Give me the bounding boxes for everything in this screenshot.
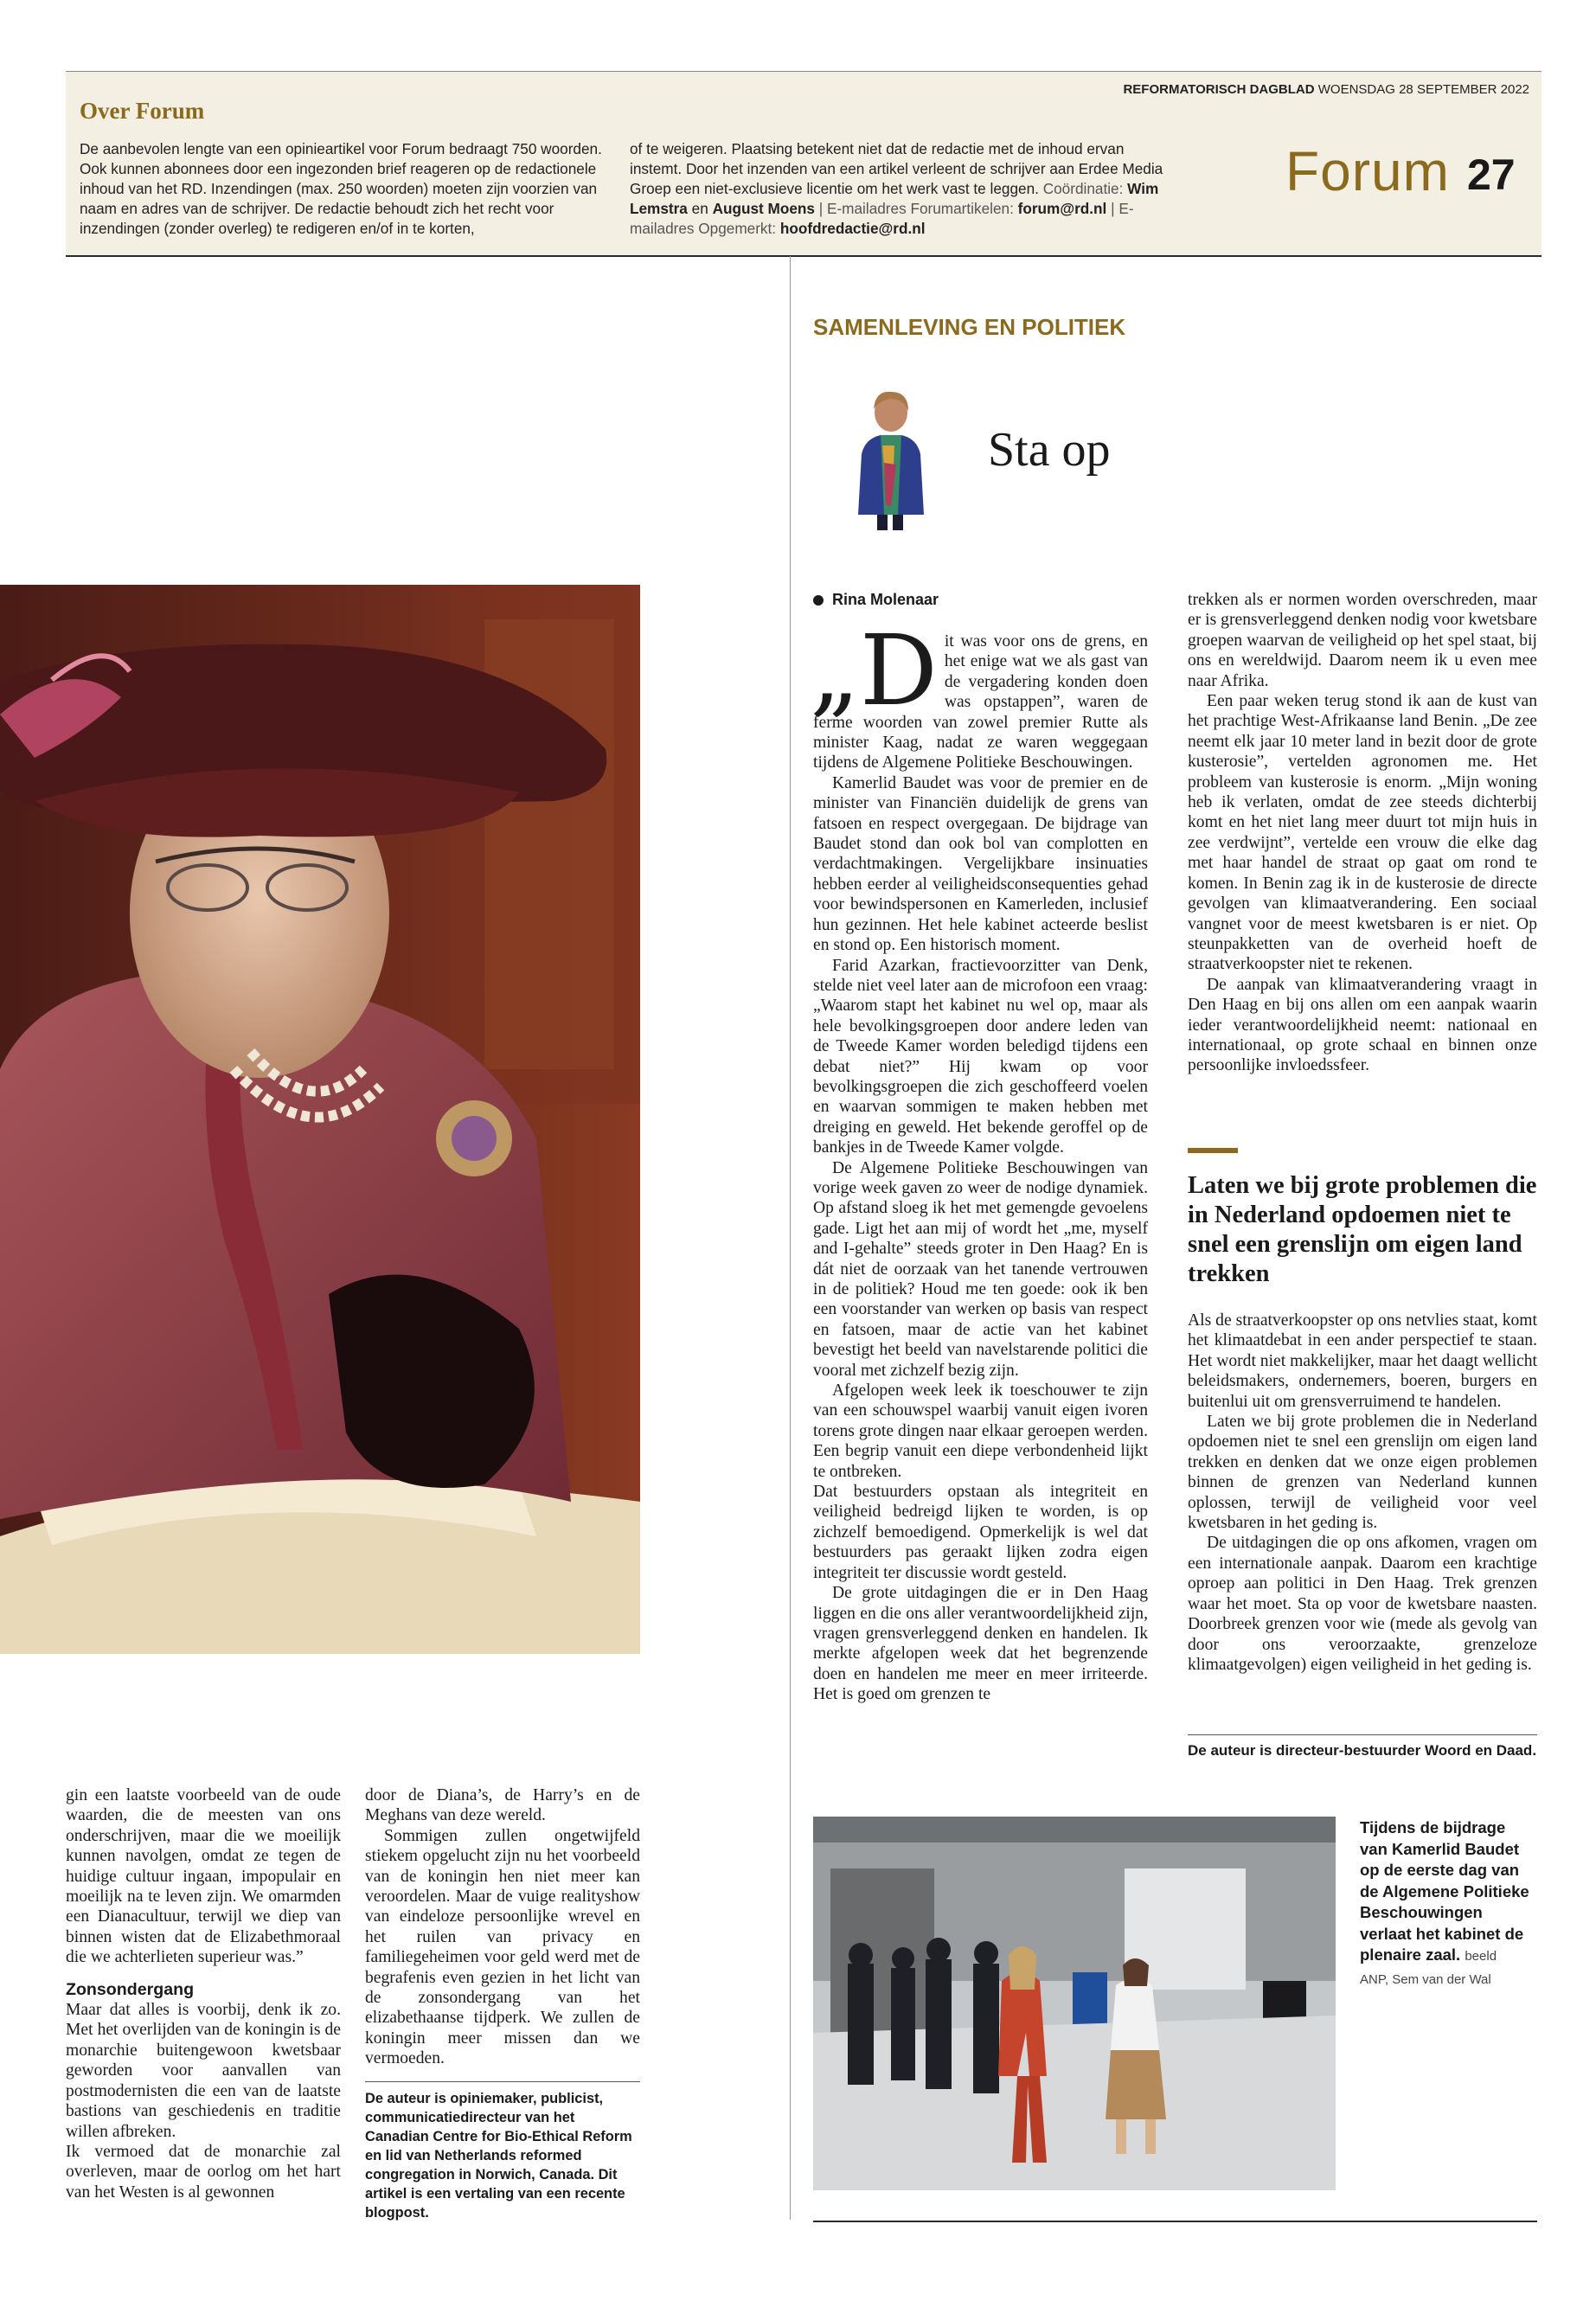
pull-quote-bar: [1188, 1148, 1238, 1153]
queen-photo: [0, 585, 640, 1654]
article-paragraph: Kamerlid Baudet was voor de premier en de minister van Financiën duidelijk de grens van fatsoen en respect overgegaan. De bijdrage van Baudet stond dan ook bol van complotten en verdachtmakingen. Vergelijkbare insinuaties hebben eerder al veiligheidsconsequenties gehad voor bewindspersonen en Kamerleden, inclusief hun gezinnen. Het hele kabinet acteerde beslist en stond op. Een historisch moment.: [813, 773, 1148, 955]
email-opgemerkt[interactable]: hoofdredactie@rd.nl: [779, 220, 926, 237]
email-forum[interactable]: forum@rd.nl: [1017, 200, 1107, 217]
author-portrait: [846, 385, 933, 532]
forum-header: [66, 71, 1542, 257]
article-paragraph: Farid Azarkan, fractievoorzitter van Denk, stelde niet veel later aan de microfoon een vraag: „Waarom stapt het kabinet nu wel op, maar als hele bevolkingsgroepen door andere leden van de Tweede Kamer worden beledigd tijdens een debat niet?” Hij kwam op voor bevolkingsgroepen die zich geschoffeerd voelen en waarvan sommigen te maken hebben met dreiging en geweld. Het bekende geroffel op de bankjes in de Tweede Kamer volgde.: [813, 956, 1148, 1157]
bullet-icon: [813, 595, 824, 606]
bottom-rule: [813, 2221, 1537, 2222]
header-intro-col1: De aanbevolen lengte van een opinieartikel voor Forum bedraagt 750 woorden. Ook kunnen abonnees door een ingezonden brief reageren op de redactionele inhoud van het RD. Inzendingen (max. 250 woorden) moeten zijn voorzien van naam en adres van de schrijver. De redactie behoudt zich het recht voor inzendingen (zonder overleg) te redigeren en/of in te korten,: [80, 140, 602, 237]
article-paragraph: Dat bestuurders opstaan als integriteit en veiligheid bedreigd lijken te worden, is op zichzelf bemoedigend. Opmerkelijk is wel dat bestuurders pas geraakt lijken zodra eigen integriteit ter discussie wordt gesteld.: [813, 1483, 1148, 1582]
paper-name: REFORMATORISCH DAGBLAD: [1123, 82, 1315, 97]
byline: [813, 591, 939, 609]
photo-caption: [1360, 1817, 1537, 1990]
over-forum-title: Over Forum: [80, 98, 205, 124]
dropcap: „D: [810, 615, 938, 727]
article-paragraph: De uitdagingen die op ons afkomen, vragen om een internationale aanpak. Daarom een krachtige oproep aan politici in Den Haag. Trek grenzen waar het moet. Sta op voor de kwetsbare naasten. Doorbreek grenzen voor wie (mede als gevolg van door ons veroorzaakte, grenzeloze klimaatgevolgen) eigen veiligheid in het geding is.: [1188, 1534, 1537, 1674]
email-forum-label: | E-mailadres Forumartikelen:: [818, 200, 1014, 217]
article-paragraph: gin een laatste voorbeeld van de oude waarden, die de meesten van ons onderschrijven, maar die we moeilijk kunnen navolgen, omdat ze tegen de huidige cultuur ingaan, impopulair en moeilijk na te leven zijn. We omarmden een Dianacultuur, terwijl we diep van binnen wisten dat de Elizabethmoraal die we achterlieten superieur was.”: [66, 1786, 341, 1967]
section-name: Forum: [1285, 140, 1450, 202]
article-paragraph: Laten we bij grote problemen die in Nederland opdoemen niet te snel een grenslijn om eigen land trekken en denken dat we onze eigen problemen binnen de grenzen van Nederland kunnen oplossen, terwijl de veiligheid voor veel kwetsbaren in het geding is.: [1188, 1413, 1537, 1533]
header-intro-col2: [630, 139, 1166, 239]
header-intro-col2-text: of te weigeren. Plaatsing betekent niet dat de redactie met de inhoud ervan instemt. Door het inzenden van een artikel verleent de schrijver aan Erdee Media Groep een niet-exclusieve licentie om het werk vast te leggen.: [630, 140, 1163, 197]
article-paragraph: Maar dat alles is voorbij, denk ik zo. Met het overlijden van de koningin is de monarchie buitengewoon kwetsbaar geworden voor aanvallen van postmodernisten die een van de laatste bastions van geschiedenis en traditie willen afbreken.: [66, 2001, 341, 2141]
article-paragraph: trekken als er normen worden overschreden, maar er is grensverleggend denken nodig voor kwetsbare groepen waarvan de veiligheid op het spel staat, bij ons en wereldwijd. Daarom neem ik u even mee naar Afrika.: [1188, 591, 1537, 690]
subheading: Zonsondergang: [66, 1979, 195, 1999]
author-note-left: De auteur is opiniemaker, publicist, communicatiedirecteur van het Canadian Centre for Bio-Ethical Reform en lid van Netherlands reformed congregation in Norwich, Canada. Dit artikel is een vertaling van een recente blogpost.: [365, 2091, 632, 2221]
author-note: De auteur is directeur-bestuurder Woord en Daad.: [1188, 1742, 1537, 1759]
article-paragraph: Ik vermoed dat de monarchie zal overleven, maar de oorlog om het hart van het Westen is al gewonnen: [66, 2142, 341, 2202]
caption-text: Tijdens de bijdrage van Kamerlid Baudet op de eerste dag van de Algemene Politieke Beschouwingen verlaat het kabinet de plenaire zaal.: [1360, 1818, 1529, 1964]
divider: [365, 2081, 640, 2082]
column-divider: [790, 256, 791, 2220]
article-column-mid: [810, 615, 1148, 1705]
column-title: Sta op: [988, 423, 1111, 477]
divider: [1188, 1734, 1537, 1735]
left-article-col1: [66, 1785, 341, 2202]
paper-dateline: [1123, 82, 1529, 97]
coord-name-2: August Moens: [712, 200, 815, 217]
section-label: SAMENLEVING EN POLITIEK: [813, 314, 1126, 340]
author-name: Rina Molenaar: [832, 591, 939, 608]
left-article-col2: [365, 1785, 640, 2069]
article-column-right: [1188, 590, 1537, 1076]
page-number: 27: [1467, 151, 1516, 199]
pull-quote: Laten we bij grote problemen die in Nederland opdoemen niet te snel een grenslijn om eigen land trekken: [1188, 1172, 1537, 1287]
paper-date: WOENSDAG 28 SEPTEMBER 2022: [1317, 82, 1529, 97]
coord-label: Coördinatie:: [1042, 180, 1124, 197]
article-paragraph: De Algemene Politieke Beschouwingen van vorige week gaven zo weer de nodige dynamiek. Op afstand sloeg ik het met gemengde gevoelens gade. Ligt het aan mij of wordt het „me, myself and I-gehalte” steeds groter in Den Haag? En is dát niet de oorzaak van het tanende vertrouwen in de politiek? Houd me ten goede: ook ik ben een voorstander van werken op basis van respect en fatsoen, maar de actie van het kabinet bevestigt het beeld van navelstarende politici die vooral met zichzelf bezig zijn.: [813, 1158, 1148, 1380]
photo-credit: beeld ANP, Sem van der Wal: [1360, 1949, 1497, 1987]
parliament-photo: [813, 1817, 1336, 2190]
email-opgemerkt-label: | E-mailadres Opgemerkt:: [630, 200, 1134, 237]
article-paragraph: „D it was voor ons de grens, en het enige wat we als gast van de vergadering konden doen was opstappen”, waren de ferme woorden van zowel premier Rutte als minister Kaag, nadat ze waren weggegaan tijdens de Algemene Politieke Beschouwingen.: [810, 615, 1148, 772]
article-paragraph: Als de straatverkoopster op ons netvlies staat, komt het klimaatdebat in een ander perspectief te staan. Het wordt niet makkelijker, maar het daagt wellicht beleidsmakers, ondernemers, boeren, burgers en buitenlui uit om grensverruimend te handelen.: [1188, 1311, 1538, 1411]
article-paragraph: Sommigen zullen ongetwijfeld stiekem opgelucht zijn nu het voorbeeld van de koningin hen niet meer kan veroordelen. Maar de vuige realityshow van eindeloze persoonlijke wrevel en het ruilen van privacy en familiegeheimen voor geld werd met de begrafenis even gezien in het licht van de zonsondergang van het elizabethaanse tijdperk. We zullen de koningin meer missen dan we vermoeden.: [365, 1826, 640, 2068]
coord-name-1: Wim Lemstra: [630, 180, 1159, 217]
article-paragraph: door de Diana’s, de Harry’s en de Meghans van deze wereld.: [365, 1786, 640, 1825]
coord-and: en: [691, 200, 708, 217]
article-paragraph: Een paar weken terug stond ik aan de kust van het prachtige West-Afrikaanse land Benin. „De zee neemt elk jaar 10 meter land in bezit door de grote kusterosie”, vertelden agronomen me. Het probleem van kusterosie is enorm. „Mijn woning heb ik verlaten, omdat de zee steeds dichterbij komt en het niet lang meer duurt tot mijn huis in zee verdwijnt”, vertelde een vrouw die elke dag met haar handel de straat op gaat om rond te komen. In Benin zag ik in de kusterosie de directe gevolgen van klimaatverandering. Een sociaal vangnet voor de meest kwetsbaren is er niet. Op steunpakketten van de overheid hoeft de straatverkoopster niet te rekenen.: [1188, 692, 1537, 974]
article-paragraph: De grote uitdagingen die er in Den Haag liggen en die ons aller verantwoordelijkheid zijn, vragen grensverleggend denken en handelen. Ik merkte afgelopen week dat het begrenzende doen en handelen me meer en meer irriteerde. Het is goed om grenzen te: [813, 1584, 1148, 1704]
article-paragraph: Afgelopen week leek ik toeschouwer te zijn van een schouwspel waarbij vanuit eigen ivoren torens grote dingen naar elkaar geroepen werden. Een begrip vanuit een diepe verbondenheid lijkt te ontbreken.: [813, 1381, 1148, 1481]
article-paragraph: De aanpak van klimaatverandering vraagt in Den Haag en bij ons allen om een aanpak waarin ieder verantwoordelijkheid neemt: nationaal en internationaal, op grote schaal en binnen onze persoonlijke invloedssfeer.: [1188, 975, 1537, 1075]
article-column-right-2: [1188, 1311, 1537, 1675]
